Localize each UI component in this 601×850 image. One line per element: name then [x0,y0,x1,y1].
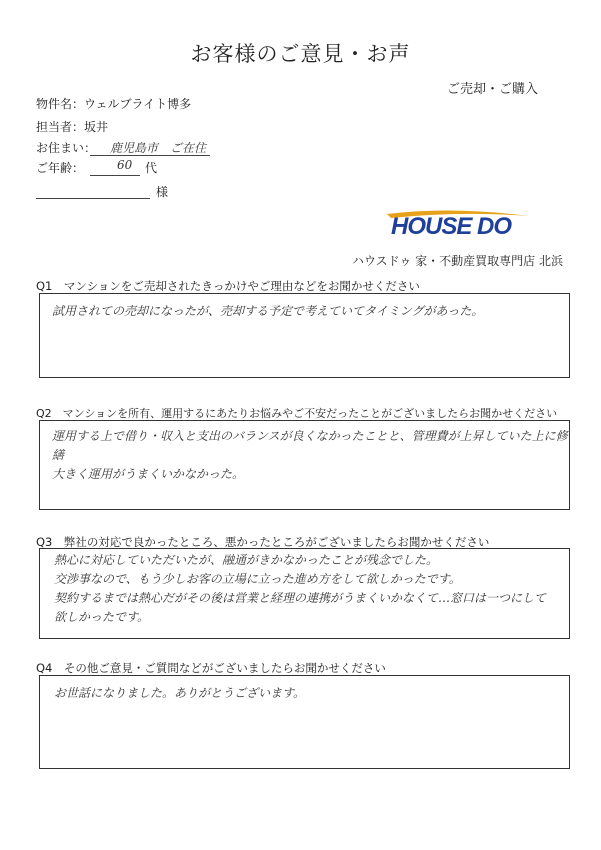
name-suffix: 様 [156,185,169,199]
transaction-type: ご売却・ご購入 [447,82,539,97]
house-do-logo: HOUSE DO [391,213,512,240]
q4-answer: お世話になりました。ありがとうございます。 [54,686,306,700]
q3-answer-box [39,548,570,639]
q1-label: Q1 マンションをご売却されたきっかけやご理由などをお聞かせください [36,279,420,293]
staff-label: 担当者： [36,120,85,134]
property-value: ウェルブライト博多 [84,97,192,111]
residence-value: 鹿児島市 ご在住 [110,141,207,155]
q2-answer-box [39,420,570,510]
q2-label: Q2 マンションを所有、運用するにあたりお悩みやご不安だったことがございましたらお聞かせください [36,407,558,420]
store-name: ハウスドゥ 家・不動産買取専門店 北浜 [352,254,563,268]
age-label: ご年齢： [36,161,85,175]
age-value: 60 [117,158,133,172]
q4-answer-box [39,675,570,769]
staff-value: 坂井 [84,120,109,134]
staff-row [36,118,108,135]
q3-answer: 熱心に対応していただいたが、融通がきかなかったことが残念でした。 交渉事なので、もう少しお客の立場に立った進め方をして欲しかったです。 契約するまでは熱心だがその後は営業と経理の連携がうまくいかなくて…窓口は一つにして 欲しかったです。 [54,553,547,624]
property-row [36,95,191,112]
q1-answer: 試用されての売却になったが、売却する予定で考えていてタイミングがあった。 [52,304,484,318]
page-title: お客様のご意見・お声 [190,42,411,66]
residence-label: お住まい： [36,141,97,155]
property-label: 物件名： [36,97,85,111]
q1-answer-box [39,293,570,378]
residence-underline [90,155,210,156]
q2-answer: 運用する上で借り・収入と支出のバランスが良くなかったことと、管理費が上昇していた上に修繕 大きく運用がうまくいかなかった。 [52,429,568,481]
age-suffix: 代 [145,161,158,175]
q3-label: Q3 弊社の対応で良かったところ、悪かったところがございましたらお聞かせください [36,535,490,549]
name-underline [36,198,150,199]
q4-label: Q4 その他ご意見・ご質問などがございましたらお聞かせください [36,661,386,675]
age-underline [90,175,140,176]
